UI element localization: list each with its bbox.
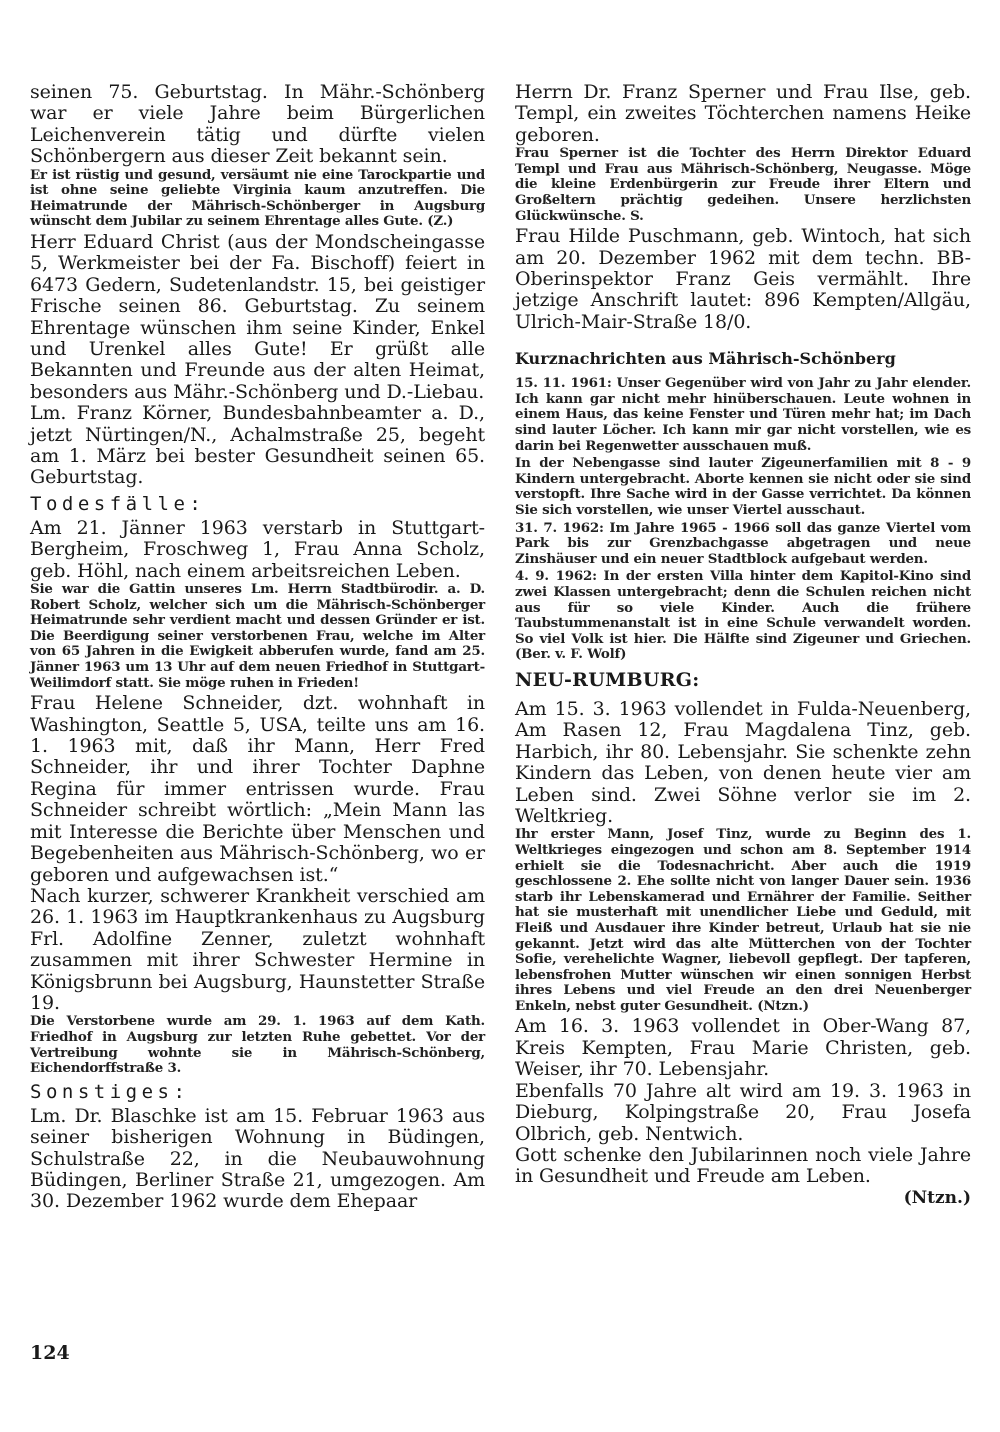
section-heading-sonstiges: Sonstiges: (30, 1080, 190, 1103)
page-number: 124 (30, 1342, 70, 1364)
small-paragraph: Sie war die Gattin unseres Lm. Herrn Stadtbürodir. a. D. Robert Scholz, welcher sich um die Mährisch-Schönberger Heimatrunde sehr verdient macht und dessen Gründer er ist. Die Beerdigung seiner verstorbenen Frau, welche im Alter von 65 Jahren in die Ewigkeit abberufen wurde, fand am 25. Jänner 1963 um 13 Uhr auf dem neuen Friedhof in Stuttgart-Weilimdorf statt. Sie möge ruhen in Frieden! (30, 581, 485, 691)
small-paragraph: In der Nebengasse sind lauter Zigeunerfamilien mit 8 - 9 Kindern untergebracht. Aborte kennen sie nicht oder sie sind verstopft. Ihre Sache wird in der Gasse verrichtet. Da können Sie sich vorstellen, wie unser Viertel ausschaut. (515, 455, 971, 518)
small-paragraph: 4. 9. 1962: In der ersten Villa hinter dem Kapitol-Kino sind zwei Klassen untergebracht; denn die Schulen reichen nicht aus für so viele Kinder. Auch die frühere Taubstummenanstalt ist in eine Schule verwandelt worden. So viel Volk ist hier. Die Hälfte sind Zigeuner und Griechen. (Ber. v. F. Wolf) (515, 568, 971, 663)
paragraph: Herrn Dr. Franz Sperner und Frau Ilse, geb. Templ, ein zweites Töchterchen namens Heike geboren. (515, 81, 971, 146)
paragraph: Frau Hilde Puschmann, geb. Wintoch, hat sich am 20. Dezember 1962 mit dem techn. BB-Oberinspektor Franz Geis vermählt. Ihre jetzige Anschrift lautet: 896 Kempten/Allgäu, Ulrich-Mair-Straße 18/0. (515, 225, 971, 333)
right-column (515, 82, 971, 1208)
small-paragraph: Die Verstorbene wurde am 29. 1. 1963 auf dem Kath. Friedhof in Augsburg zur letzten Ruhe gebettet. Vor der Vertreibung wohnte sie in Mährisch-Schönberg, Eichendorffstraße 3. (30, 1013, 485, 1077)
left-column (30, 82, 485, 1213)
signature: (Ntzn.) (903, 1187, 971, 1208)
paragraph: Am 15. 3. 1963 vollendet in Fulda-Neuenberg, Am Rasen 12, Frau Magdalena Tinz, geb. Harbich, ihr 80. Lebensjahr. Sie schenkte zehn Kindern das Leben, von denen heute vier am Leben sind. Zwei Söhne verlor sie im 2. Weltkrieg. (515, 697, 971, 827)
paragraph: Frau Helene Schneider, dzt. wohnhaft in Washington, Seattle 5, USA, teilte uns am 16. 1. 1963 mit, daß ihr Mann, Herr Fred Schneider, ihr und ihrer Tochter Daphne Regina für immer entrissen wurde. Frau Schneider schreibt wörtlich: „Mein Mann las mit Interesse die Berichte über Menschen und Begebenheiten aus Mährisch-Schönberg, wo er geboren und aufgewachsen ist.“ (30, 692, 485, 886)
paragraph: Nach kurzer, schwerer Krankheit verschied am 26. 1. 1963 im Hauptkrankenhaus zu Augsburg Frl. Adolfine Zenner, zuletzt wohnhaft zusammen mit ihrer Schwester Hermine in Königsbrunn bei Augsburg, Haunstetter Straße 19. (30, 884, 485, 1014)
paragraph: Am 21. Jänner 1963 verstarb in Stuttgart-Bergheim, Froschweg 1, Frau Anna Scholz, geb. Höhl, nach einem arbeitsreichen Leben. (30, 516, 485, 582)
small-paragraph: Frau Sperner ist die Tochter des Herrn Direktor Eduard Templ und Frau aus Mährisch-Schönberg, Neugasse. Möge die kleine Erdenbürgerin zur Freude ihrer Eltern und Großeltern prächtig gedeihen. Unsere herzlichsten Glückwünsche. S. (515, 145, 971, 224)
paragraph: Gott schenke den Jubilarinnen noch viele Jahre in Gesundheit und Freude am Leben. (515, 1143, 971, 1188)
section-heading-kurznachrichten: Kurznachrichten aus Mährisch-Schönberg (515, 349, 896, 369)
paragraph: Ebenfalls 70 Jahre alt wird am 19. 3. 1963 in Dieburg, Kolpingstraße 20, Frau Josefa Olbrich, geb. Nentwich. (515, 1079, 971, 1145)
section-heading-todesfaelle: Todesfälle: (30, 492, 206, 515)
paragraph: Lm. Dr. Blaschke ist am 15. Februar 1963 aus seiner bisherigen Wohnung in Büdingen, Schulstraße 22, in die Neubauwohnung Büdingen, Berliner Straße 21, umgezogen. Am 30. Dezember 1962 wurde dem Ehepaar (30, 1104, 485, 1213)
paragraph: seinen 75. Geburtstag. In Mähr.-Schönberg war er viele Jahre beim Bürgerlichen Leichenverein tätig und dürfte vielen Schönbergern aus dieser Zeit bekannt sein. (30, 81, 485, 168)
small-paragraph: 31. 7. 1962: Im Jahre 1965 - 1966 soll das ganze Viertel vom Park bis zur Grenzbachgasse abgetragen und neue Zinshäuser und ein neuer Stadtblock aufgebaut werden. (515, 519, 971, 567)
small-paragraph: Er ist rüstig und gesund, versäumt nie eine Tarockpartie und ist ohne seine geliebte Virginia kaum anzutreffen. Die Heimatrunde der Mährisch-Schönberger in Augsburg wünscht dem Jubilar zu seinem Ehrentage alles Gute. (Z.) (30, 166, 485, 230)
paragraph: Am 16. 3. 1963 vollendet in Ober-Wang 87, Kreis Kempten, Frau Marie Christen, geb. Weiser, ihr 70. Lebensjahr. (515, 1015, 971, 1081)
section-heading-neu-rumburg: NEU-RUMBURG: (515, 668, 700, 691)
small-paragraph: Ihr erster Mann, Josef Tinz, wurde zu Beginn des 1. Weltkrieges eingezogen und schon am 8. September 1914 erhielt sie die Todesnachricht. Aber auch die 1919 geschlossene 2. Ehe sollte nicht von langer Dauer sein. 1936 starb ihr Lebenskamerad und Ernährer der Familie. Seither hat sie musterhaft mit unendlicher Liebe und Geduld, mit Fleiß und Ausdauer ihre Kinder betreut, Urlaub hat sie nie gekannt. Jetzt wird das alte Mütterchen von der Tochter Sofie, verehelichte Wagner, liebevoll gepflegt. Der tapferen, lebensfrohen Mutter wünschen wir einen sonnigen Herbst ihres Lebens und viel Freude an den drei Neuenberger Enkeln, nebst guter Gesundheit. (Ntzn.) (515, 826, 971, 1014)
paragraph: Herr Eduard Christ (aus der Mondscheingasse 5, Werkmeister bei der Fa. Bischoff) feiert in 6473 Gedern, Sudetenlandstr. 15, bei geistiger Frische seinen 86. Geburtstag. Zu seinem Ehrentage wünschen ihm seine Kinder, Enkel und Urenkel alles Gute! Er grüßt alle Bekannten und Freunde aus der alten Heimat, besonders aus Mähr.-Schönberg und D.-Liebau. (30, 231, 485, 403)
small-paragraph: 15. 11. 1961: Unser Gegenüber wird von Jahr zu Jahr elender. Ich kann gar nicht mehr hinüberschauen. Leute wohnen in einem Haus, das keine Fenster und Türen mehr hat; im Dach sind lauter Löcher. Ich kann mir gar nicht vorstellen, wie es darin bei Regenwetter ausschauen muß. (515, 375, 971, 454)
paragraph: Lm. Franz Körner, Bundesbahnbeamter a. D., jetzt Nürtingen/N., Achalmstraße 25, begeht am 1. März bei bester Gesundheit seinen 65. Geburtstag. (30, 402, 485, 489)
